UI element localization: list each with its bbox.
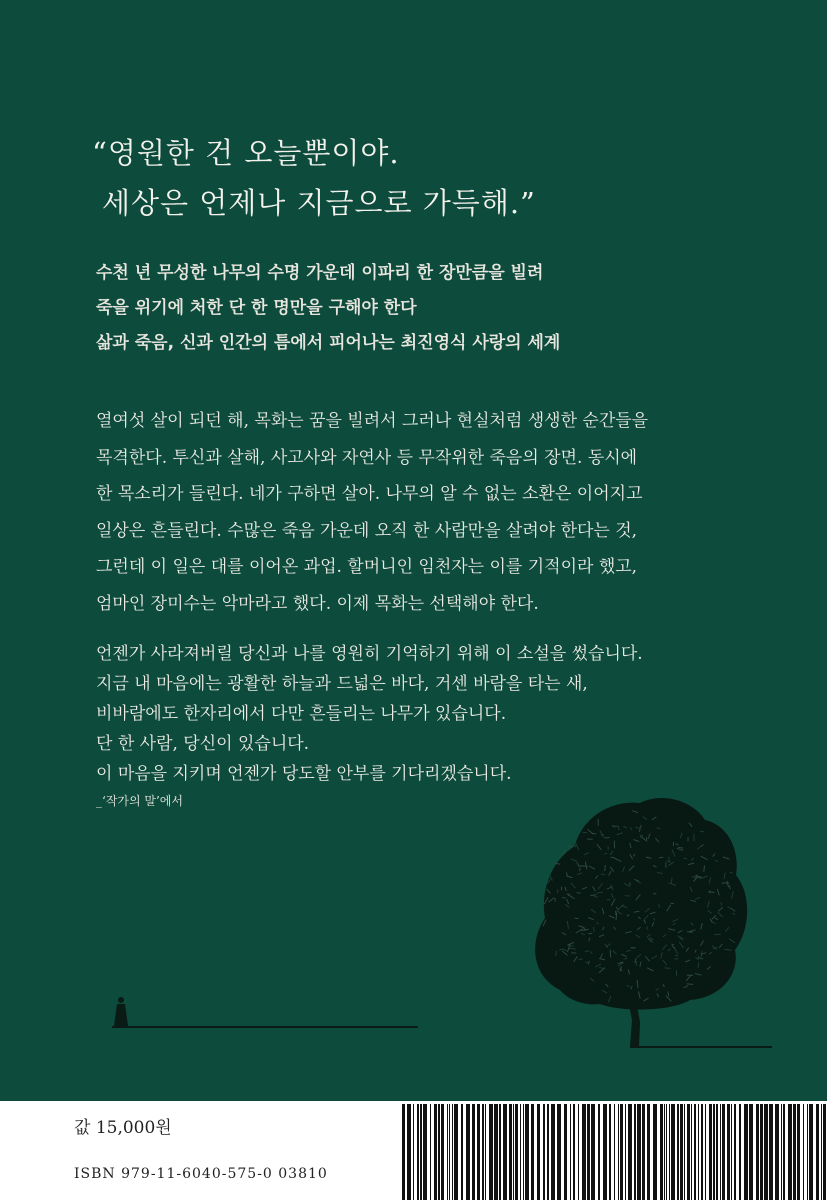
author-line-3: 비바람에도 한자리에서 다만 흔들리는 나무가 있습니다.: [96, 704, 507, 724]
synopsis-line-3: 한 목소리가 들린다. 네가 구하면 살아. 나무의 알 수 없는 소환은 이어지고: [96, 484, 643, 504]
barcode-icon: [400, 1104, 827, 1200]
tagline-line-2: 죽을 위기에 처한 단 한 명만을 구해야 한다: [96, 298, 417, 318]
author-note-source: _‘작가의 말’에서: [96, 794, 183, 808]
synopsis-line-1: 열여섯 살이 되던 해, 목화는 꿈을 빌려서 그러나 현실처럼 생생한 순간들을: [96, 411, 649, 431]
author-line-4: 단 한 사람, 당신이 있습니다.: [96, 734, 310, 754]
isbn-label: ISBN 979-11-6040-575-0 03810: [74, 1166, 328, 1182]
quote-line-1: “영원한 건 오늘뿐이야.: [92, 136, 400, 170]
tree-canopy-icon: [535, 798, 747, 1010]
synopsis-line-6: 엄마인 장미수는 악마라고 했다. 이제 목화는 선택해야 한다.: [96, 593, 539, 614]
synopsis-line-2: 목격한다. 투신과 살해, 사고사와 자연사 등 무작위한 죽음의 장면. 동시에: [96, 447, 638, 468]
author-line-2: 지금 내 마음에는 광활한 하늘과 드넓은 바다, 거센 바람을 타는 새,: [96, 674, 588, 694]
synopsis-line-4: 일상은 흔들린다. 수많은 죽음 가운데 오직 한 사람만을 살려야 한다는 것,: [96, 520, 638, 541]
author-line-1: 언젠가 사라져버릴 당신과 나를 영원히 기억하기 위해 이 소설을 썼습니다.: [96, 644, 643, 664]
author-line-5: 이 마음을 지키며 언젠가 당도할 안부를 기다리겠습니다.: [96, 764, 512, 784]
figure-icon: [114, 997, 128, 1026]
tagline-line-3: 삶과 죽음, 신과 인간의 틈에서 피어나는 최진영식 사랑의 세계: [96, 333, 561, 353]
price-label: 값 15,000원: [74, 1118, 172, 1138]
quote-line-2: 세상은 언제나 지금으로 가득해.”: [102, 186, 536, 220]
synopsis-line-5: 그런데 이 일은 대를 이어온 과업. 할머니인 임천자는 이를 기적이라 했고,: [96, 557, 638, 577]
tagline-line-1: 수천 년 무성한 나무의 수명 가운데 이파리 한 장만큼을 빌려: [96, 263, 544, 283]
